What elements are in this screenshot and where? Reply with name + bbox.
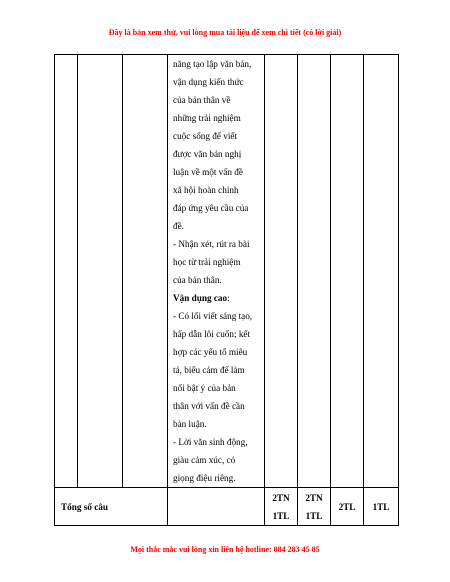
total-count-cell [265, 488, 298, 526]
empty-cell [168, 488, 265, 526]
total-count-line: 1TL [272, 510, 290, 521]
text-line: giàu cảm xúc, có [173, 455, 236, 465]
total-row [55, 488, 399, 526]
text-line: giọng điệu riêng. [173, 473, 236, 483]
text-line: hợp các yếu tố miêu [173, 347, 248, 357]
heading-colon: : [227, 293, 230, 303]
total-label-cell [55, 488, 168, 526]
text-line: - Có lối viết sáng tạo, [173, 311, 253, 321]
empty-cell [364, 55, 399, 488]
total-count-cell [298, 488, 331, 526]
text-line: - Nhận xét, rút ra bài [173, 239, 250, 249]
text-line: đáp ứng yêu cầu của [173, 203, 249, 213]
assessment-matrix-table [54, 54, 399, 526]
text-line: bàn luận. [173, 419, 207, 429]
total-label: Tổng số câu [61, 501, 108, 512]
content-row [55, 55, 399, 488]
preview-notice-banner: Đây là bản xem thử, vui lòng mua tài liệu để xem chi tiết (có lời giải) [108, 28, 342, 37]
total-count-cell [331, 488, 364, 526]
total-count-line: 2TN [272, 492, 290, 503]
requirement-description-cell [168, 55, 265, 488]
empty-cell [78, 55, 123, 488]
text-line: của bản thân. [173, 275, 222, 285]
text-line: xã hội hoàn chỉnh [173, 185, 239, 195]
text-line: đề. [173, 221, 184, 231]
total-count-line: 1TL [305, 510, 323, 521]
text-line: nổi bật ý của bản [173, 383, 236, 393]
text-line: - Lời văn sinh động, [173, 437, 248, 447]
text-line: hấp dẫn lôi cuốn; kết [173, 329, 251, 339]
total-count-value: 1TL [372, 501, 390, 512]
text-line: tả, biểu cảm để làm [173, 365, 245, 375]
text-line: vận dụng kiến thức [173, 77, 244, 87]
empty-cell [331, 55, 364, 488]
total-count-line: 2TN [305, 492, 323, 503]
empty-cell [55, 55, 78, 488]
text-line: học từ trải nghiệm [173, 257, 241, 267]
level-heading [173, 289, 260, 307]
text-line: cuộc sống để viết [173, 131, 238, 141]
text-line: năng tạo lập văn bản, [173, 59, 252, 69]
text-line: luận về một vấn đề [173, 167, 243, 177]
text-line: được văn bản nghị [173, 149, 242, 159]
empty-cell [123, 55, 168, 488]
empty-cell [298, 55, 331, 488]
hotline-notice-banner: Mọi thắc mắc vui lòng xin liên hệ hotline: 084 283 45 85 [130, 545, 320, 554]
level-heading-text: Vận dụng cao [173, 293, 228, 303]
text-line: những trải nghiệm [173, 113, 241, 123]
text-line: thân với vấn đề cần [173, 401, 245, 411]
text-line: của bản thân về [173, 95, 231, 105]
empty-cell [265, 55, 298, 488]
total-count-value: 2TL [338, 501, 356, 512]
total-count-cell [364, 488, 399, 526]
